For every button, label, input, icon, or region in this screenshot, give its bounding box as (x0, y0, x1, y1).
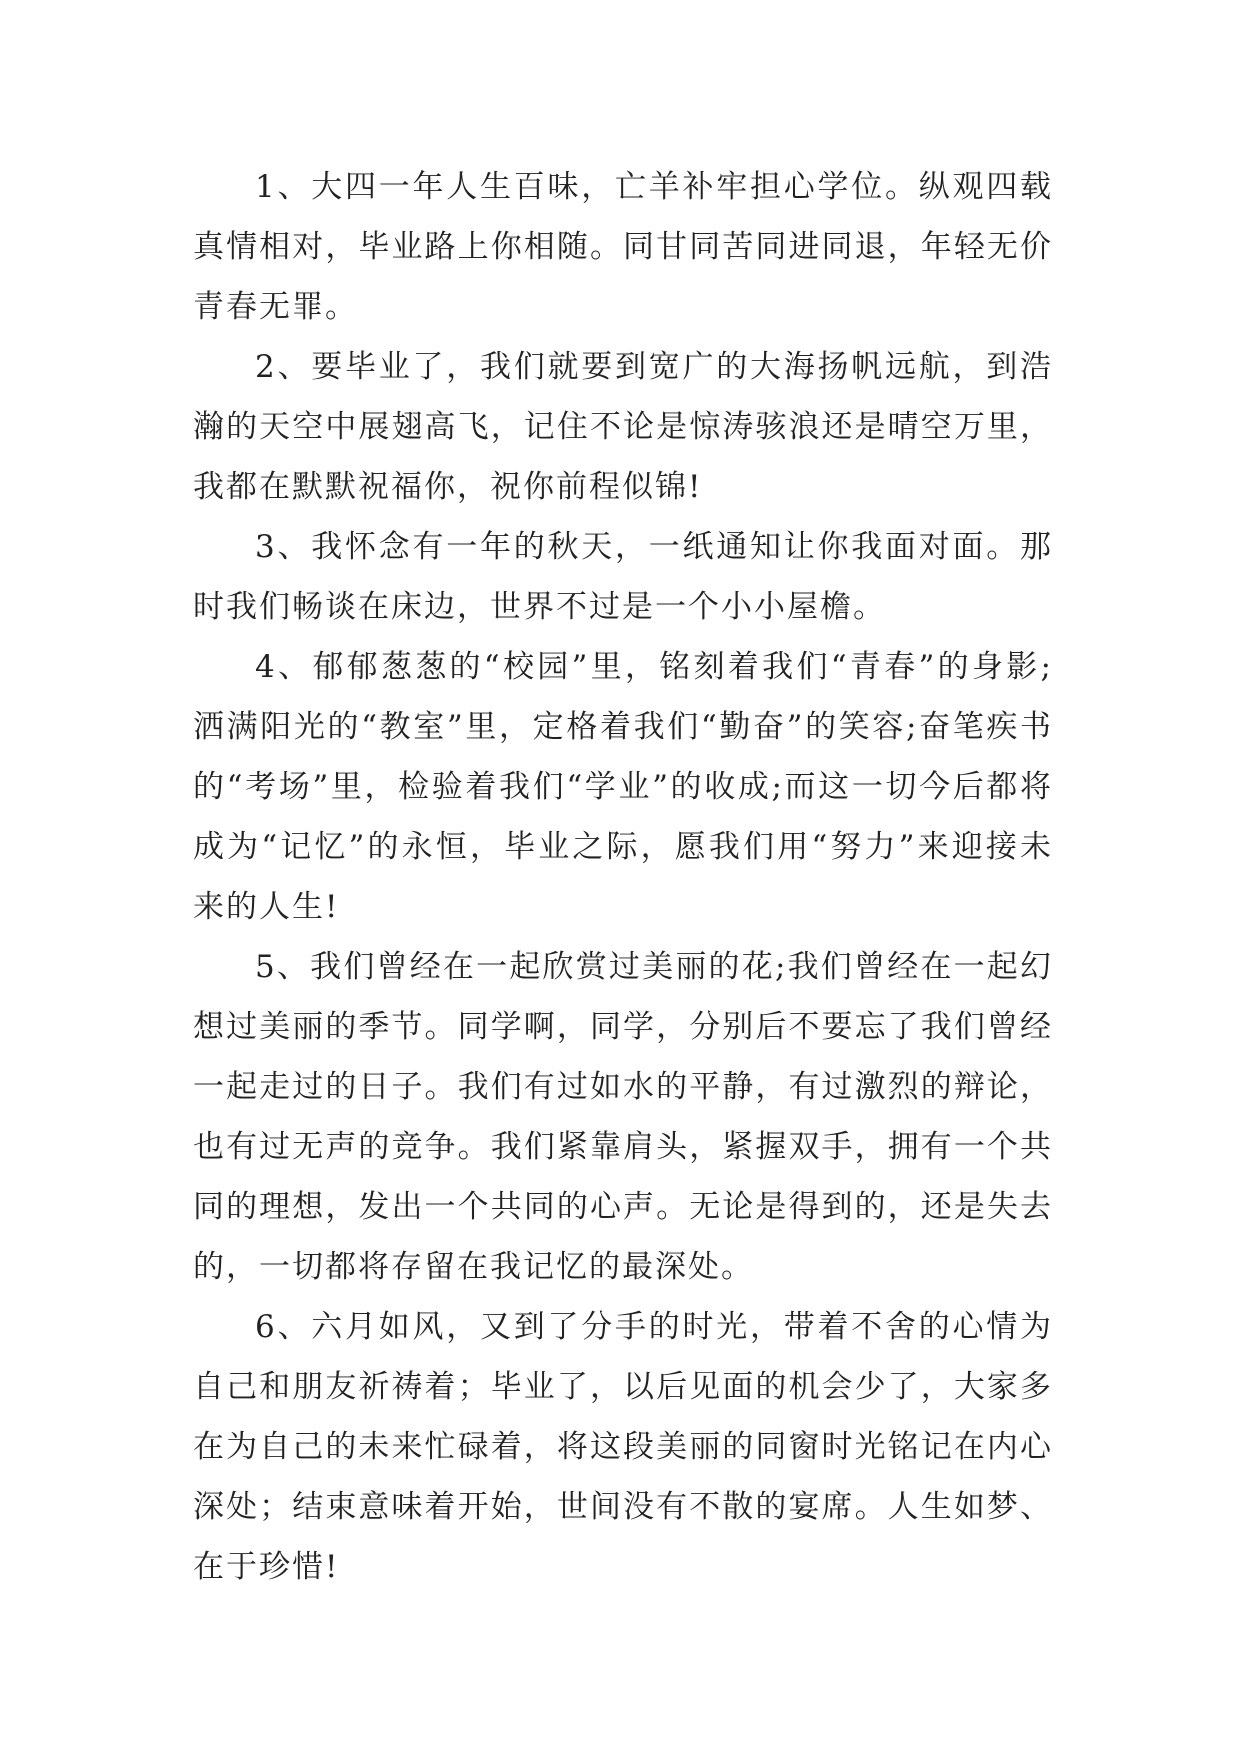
paragraph-6: 6、六月如风，又到了分手的时光，带着不舍的心情为自己和朋友祈祷着；毕业了，以后见面的机会少了，大家多在为自己的未来忙碌着，将这段美丽的同窗时光铭记在内心深处；结束意味着开始，世间没有不散的宴席。人生如梦、在于珍惜! (193, 1309, 1053, 1585)
paragraph-3: 3、我怀念有一年的秋天，一纸通知让你我面对面。那时我们畅谈在床边，世界不过是一个小小屋檐。 (193, 529, 1053, 625)
document-body (193, 157, 1053, 1597)
paragraph-5: 5、我们曾经在一起欣赏过美丽的花;我们曾经在一起幻想过美丽的季节。同学啊，同学，分别后不要忘了我们曾经一起走过的日子。我们有过如水的平静，有过激烈的辩论，也有过无声的竞争。我们紧靠肩头，紧握双手，拥有一个共同的理想，发出一个共同的心声。无论是得到的，还是失去的，一切都将存留在我记忆的最深处。 (193, 949, 1053, 1285)
paragraph-1: 1、大四一年人生百味，亡羊补牢担心学位。纵观四载真情相对，毕业路上你相随。同甘同苦同进同退，年轻无价青春无罪。 (193, 169, 1053, 325)
paragraph-2: 2、要毕业了，我们就要到宽广的大海扬帆远航，到浩瀚的天空中展翅高飞，记住不论是惊涛骇浪还是晴空万里，我都在默默祝福你，祝你前程似锦! (193, 349, 1053, 505)
paragraph-4: 4、郁郁葱葱的“校园”里，铭刻着我们“青春”的身影;洒满阳光的“教室”里，定格着我们“勤奋”的笑容;奋笔疾书的“考场”里，检验着我们“学业”的收成;而这一切今后都将成为“记忆”的永恒，毕业之际，愿我们用“努力”来迎接未来的人生! (193, 649, 1053, 925)
